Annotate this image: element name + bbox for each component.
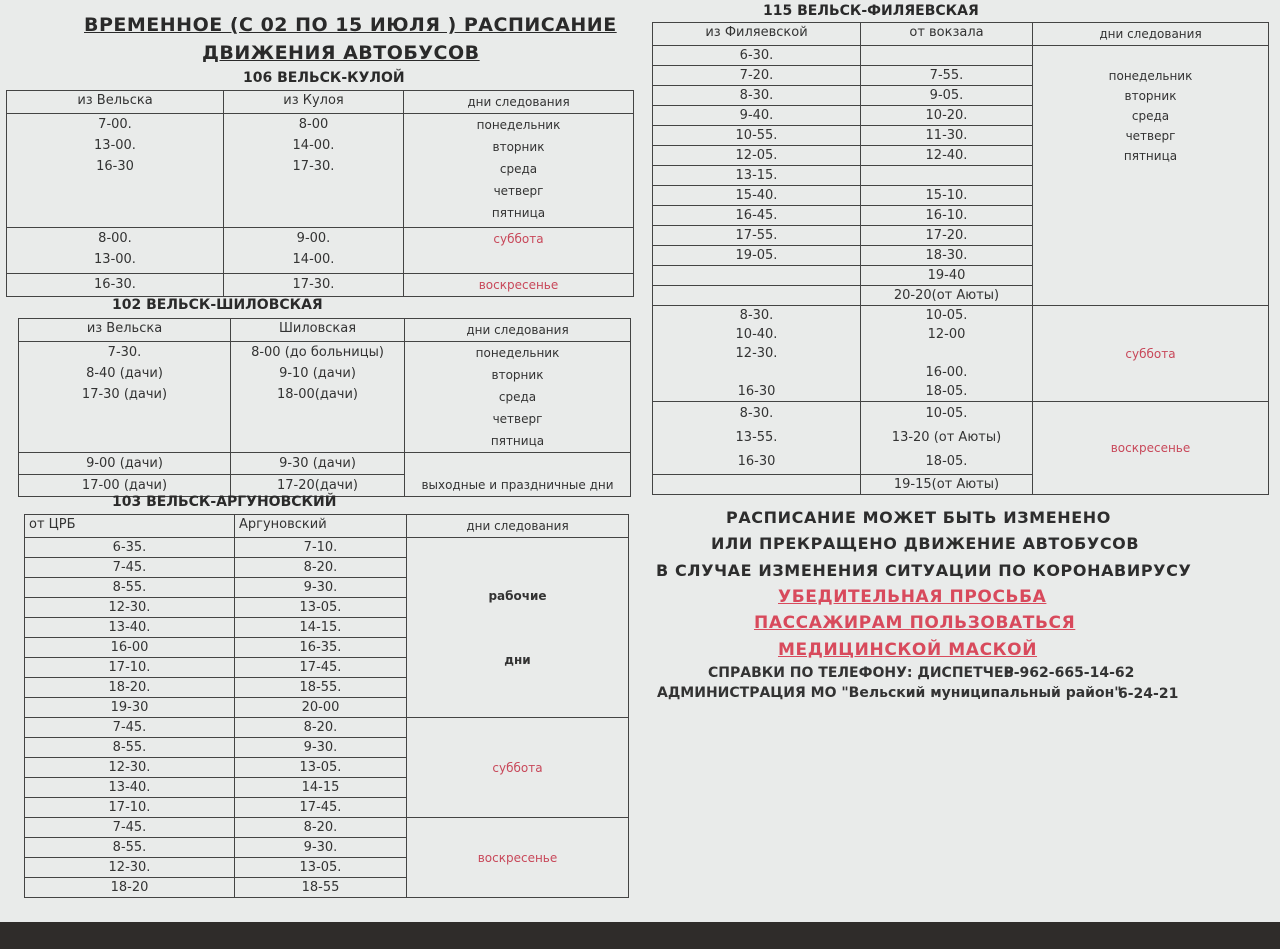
header-days: дни следования xyxy=(1033,23,1269,46)
weekday-departures-from: 7-00. 13-00. 16-30 xyxy=(7,114,224,228)
workday-departure-to: 7-10. xyxy=(235,538,407,558)
saturday-departure-from: 17-10. xyxy=(25,798,235,818)
table-row xyxy=(19,342,631,453)
workday-departure-to: 9-30. xyxy=(235,578,407,598)
weekday-days: понедельник вторник среда четверг пятница xyxy=(405,342,631,453)
workday-departure-from: 12-30. xyxy=(25,598,235,618)
saturday-departure-from: 7-45. xyxy=(25,718,235,738)
administration-label: АДМИНИСТРАЦИЯ МО "Вельский муниципальный район" xyxy=(657,685,1122,701)
workday-departure-to: 14-15. xyxy=(235,618,407,638)
table-row xyxy=(25,538,629,558)
sunday-departures-from: 8-30. 13-55. 16-30 xyxy=(653,402,861,475)
weekend-departure-from: 9-00 (дачи) xyxy=(19,453,231,475)
header-from: из Вельска xyxy=(7,91,224,114)
notice-red-line1: УБЕДИТЕЛЬНАЯ ПРОСЬБА xyxy=(778,587,1047,607)
sunday-departure-from: 16-30. xyxy=(7,274,224,297)
weekday-departure-from: 15-40. xyxy=(653,186,861,206)
table-row xyxy=(7,114,634,228)
weekday-departures-to: 8-00 (до больницы) 9-10 (дачи) 18-00(дачи) xyxy=(231,342,405,453)
sunday-departure-to: 8-20. xyxy=(235,818,407,838)
weekday-departure-to: 11-30. xyxy=(861,126,1033,146)
table-row xyxy=(25,818,629,838)
weekday-departure-to: 9-05. xyxy=(861,86,1033,106)
sunday-departure-from: 7-45. xyxy=(25,818,235,838)
saturday-departures-to: 10-05. 12-00 16-00. 18-05. xyxy=(861,306,1033,402)
weekday-departure-from xyxy=(653,286,861,306)
weekday-departure-from: 17-55. xyxy=(653,226,861,246)
weekday-departure-from: 19-05. xyxy=(653,246,861,266)
table-row xyxy=(653,306,1269,402)
header-from: от ЦРБ xyxy=(25,515,235,538)
workday-days xyxy=(407,538,629,718)
weekday-departure-from: 9-40. xyxy=(653,106,861,126)
table-header-row xyxy=(7,91,634,114)
sunday-departure-to: 17-30. xyxy=(224,274,404,297)
saturday-departure-to: 14-15 xyxy=(235,778,407,798)
header-days: дни следования xyxy=(407,515,629,538)
weekday-departure-from: 16-45. xyxy=(653,206,861,226)
notice-line1: РАСПИСАНИЕ МОЖЕТ БЫТЬ ИЗМЕНЕНО xyxy=(726,508,1111,527)
header-to: Аргуновский xyxy=(235,515,407,538)
workday-departure-from: 8-55. xyxy=(25,578,235,598)
weekday-departure-from xyxy=(653,266,861,286)
header-from: из Вельска xyxy=(19,319,231,342)
weekend-departure-to: 17-20(дачи) xyxy=(231,475,405,497)
workday-days-line1: рабочие xyxy=(488,588,547,603)
administration-phone: 6-24-21 xyxy=(1118,686,1179,702)
workday-departure-from: 19-30 xyxy=(25,698,235,718)
phone-label: СПРАВКИ ПО ТЕЛЕФОНУ: ДИСПЕТЧЕР xyxy=(708,665,1014,681)
sunday-days: воскресенье xyxy=(407,818,629,898)
route-103-table xyxy=(24,514,629,898)
workday-departure-from: 13-40. xyxy=(25,618,235,638)
workday-departure-from: 16-00 xyxy=(25,638,235,658)
weekday-departure-to: 16-10. xyxy=(861,206,1033,226)
sunday-departure-to: 18-55 xyxy=(235,878,407,898)
sunday-extra-to: 19-15(от Аюты) xyxy=(861,475,1033,495)
route-115-table xyxy=(652,22,1269,495)
saturday-departures-to: 9-00. 14-00. xyxy=(224,228,404,274)
weekday-departure-to xyxy=(861,166,1033,186)
workday-departure-from: 18-20. xyxy=(25,678,235,698)
workday-departure-from: 7-45. xyxy=(25,558,235,578)
weekday-departure-from: 10-55. xyxy=(653,126,861,146)
saturday-days: суббота xyxy=(407,718,629,818)
saturday-departure-to: 17-45. xyxy=(235,798,407,818)
header-to: от вокзала xyxy=(861,23,1033,46)
table-row xyxy=(7,274,634,297)
header-days: дни следования xyxy=(404,91,634,114)
header-to: Шиловская xyxy=(231,319,405,342)
weekday-departure-to: 15-10. xyxy=(861,186,1033,206)
sunday-departure-from: 8-55. xyxy=(25,838,235,858)
weekday-departure-to: 12-40. xyxy=(861,146,1033,166)
table-header-row xyxy=(19,319,631,342)
table-header-row xyxy=(25,515,629,538)
weekend-departure-from: 17-00 (дачи) xyxy=(19,475,231,497)
weekday-departure-from: 8-30. xyxy=(653,86,861,106)
workday-departure-to: 8-20. xyxy=(235,558,407,578)
saturday-departure-from: 8-55. xyxy=(25,738,235,758)
workday-departure-to: 17-45. xyxy=(235,658,407,678)
route-115-title: 115 ВЕЛЬСК-ФИЛЯЕВСКАЯ xyxy=(763,3,979,19)
saturday-departures-from: 8-00. 13-00. xyxy=(7,228,224,274)
saturday-departure-from: 12-30. xyxy=(25,758,235,778)
weekday-departure-from: 13-15. xyxy=(653,166,861,186)
weekday-departure-from: 7-20. xyxy=(653,66,861,86)
page-title-line2: ДВИЖЕНИЯ АВТОБУСОВ xyxy=(202,42,480,64)
weekday-departures-to: 8-00 14-00. 17-30. xyxy=(224,114,404,228)
weekday-departure-to: 20-20(от Аюты) xyxy=(861,286,1033,306)
saturday-label: суббота xyxy=(404,228,634,274)
table-header-row xyxy=(653,23,1269,46)
sunday-label: воскресенье xyxy=(404,274,634,297)
workday-departure-to: 20-00 xyxy=(235,698,407,718)
weekday-departure-to: 10-20. xyxy=(861,106,1033,126)
weekday-departure-to: 7-55. xyxy=(861,66,1033,86)
table-row xyxy=(653,46,1269,66)
notice-red-line3: МЕДИЦИНСКОЙ МАСКОЙ xyxy=(778,640,1038,660)
notice-line3: В СЛУЧАЕ ИЗМЕНЕНИЯ СИТУАЦИИ ПО КОРОНАВИРУСУ xyxy=(656,561,1192,580)
weekday-departure-from: 6-30. xyxy=(653,46,861,66)
saturday-departure-to: 9-30. xyxy=(235,738,407,758)
table-row xyxy=(25,718,629,738)
dispatcher-phone: 8-962-665-14-62 xyxy=(1004,665,1135,681)
weekend-days: выходные и праздничные дни xyxy=(405,453,631,497)
workday-departure-from: 17-10. xyxy=(25,658,235,678)
saturday-departures-from: 8-30. 10-40. 12-30. 16-30 xyxy=(653,306,861,402)
weekday-departures-from: 7-30. 8-40 (дачи) 17-30 (дачи) xyxy=(19,342,231,453)
notice-red-line2: ПАССАЖИРАМ ПОЛЬЗОВАТЬСЯ xyxy=(754,613,1076,633)
route-103-title: 103 ВЕЛЬСК-АРГУНОВСКИЙ xyxy=(112,494,337,510)
table-row xyxy=(7,228,634,274)
weekday-departure-to xyxy=(861,46,1033,66)
page-title-line1: ВРЕМЕННОЕ (С 02 ПО 15 ИЮЛЯ ) РАСПИСАНИЕ xyxy=(84,14,617,36)
weekday-departure-to: 17-20. xyxy=(861,226,1033,246)
weekday-departure-from: 12-05. xyxy=(653,146,861,166)
notice-line2: ИЛИ ПРЕКРАЩЕНО ДВИЖЕНИЕ АВТОБУСОВ xyxy=(711,534,1140,553)
saturday-departure-to: 8-20. xyxy=(235,718,407,738)
weekday-days: понедельник вторник среда четверг пятница xyxy=(1033,46,1269,306)
table-row xyxy=(19,453,631,475)
table-row xyxy=(653,402,1269,475)
sunday-departure-to: 9-30. xyxy=(235,838,407,858)
sunday-departures-to: 10-05. 13-20 (от Аюты) 18-05. xyxy=(861,402,1033,475)
workday-departure-to: 18-55. xyxy=(235,678,407,698)
weekday-days: понедельник вторник среда четверг пятница xyxy=(404,114,634,228)
header-days: дни следования xyxy=(405,319,631,342)
route-102-title: 102 ВЕЛЬСК-ШИЛОВСКАЯ xyxy=(112,297,323,313)
workday-departure-from: 6-35. xyxy=(25,538,235,558)
sunday-label: воскресенье xyxy=(1033,402,1269,495)
sunday-extra-from xyxy=(653,475,861,495)
weekday-departure-to: 19-40 xyxy=(861,266,1033,286)
route-106-table xyxy=(6,90,634,297)
saturday-departure-from: 13-40. xyxy=(25,778,235,798)
sunday-departure-from: 18-20 xyxy=(25,878,235,898)
workday-days-line2: дни xyxy=(504,652,531,667)
saturday-label: суббота xyxy=(1033,306,1269,402)
header-from: из Филяевской xyxy=(653,23,861,46)
saturday-departure-to: 13-05. xyxy=(235,758,407,778)
route-106-title: 106 ВЕЛЬСК-КУЛОЙ xyxy=(243,70,405,86)
route-102-table xyxy=(18,318,631,497)
header-to: из Кулоя xyxy=(224,91,404,114)
workday-departure-to: 13-05. xyxy=(235,598,407,618)
desk-edge xyxy=(0,922,1280,949)
workday-departure-to: 16-35. xyxy=(235,638,407,658)
sunday-departure-to: 13-05. xyxy=(235,858,407,878)
weekday-departure-to: 18-30. xyxy=(861,246,1033,266)
sunday-departure-from: 12-30. xyxy=(25,858,235,878)
weekend-departure-to: 9-30 (дачи) xyxy=(231,453,405,475)
